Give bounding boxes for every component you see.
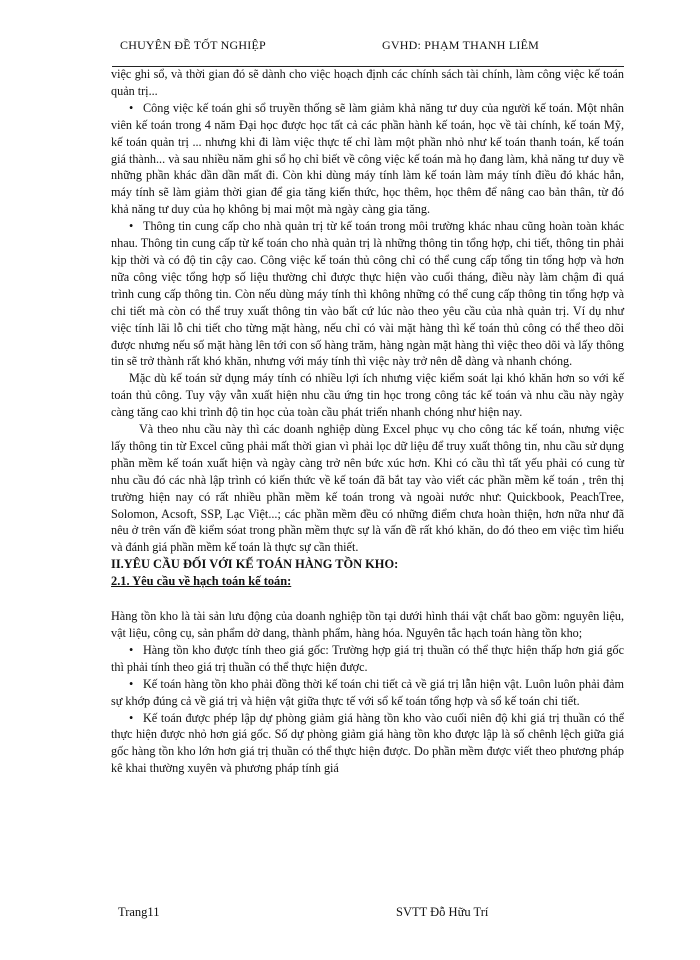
document-body bbox=[111, 66, 624, 777]
bullet-icon: • bbox=[129, 676, 134, 691]
page-header bbox=[120, 38, 610, 58]
paragraph: việc ghi sổ, và thời gian đó sẽ dành cho việc hoạch định các chính sách tài chính, làm công việc kế toán quản trị... bbox=[111, 67, 624, 98]
bullet-icon: • bbox=[129, 219, 134, 234]
bullet-item bbox=[111, 642, 624, 676]
bullet-icon: • bbox=[129, 710, 134, 725]
bullet-icon: • bbox=[129, 642, 134, 657]
paragraph: Và theo nhu cầu này thì các doanh nghiệp dùng Excel phục vụ cho công tác kế toán, nhưng việc lấy thông tin từ Excel cũng phải mất thời gian vì phải lọc dữ liệu để truy xuất thông tin, nhu cầu sử dụng phần mềm kế toán xuất hiện và ngày càng trở nên bức xúc hơn. Khi có cầu thì tất yếu phải có cung từ nhu cầu đó các nhà lập trình có kiến thức về kế toán đã bắt tay vào viết các phần mềm kế toán , trên thị trường hiện nay có rất nhiều phần mềm kế toán trong và ngoài nước như: Quickbook, PeachTree, Solomon, Acsoft, SSP, Lạc Việt...; các phần mềm đều có những điểm chưa hoàn thiện, hơn nữa như đã nêu ở trên vấn đề kiểm sóat trong phần mềm thực sự là vấn đề rất khó khăn, do đó theo em việc tìm hiểu và đánh giá phần mềm kế toán là thực sự cần thiết. bbox=[111, 422, 624, 555]
bullet-icon: • bbox=[129, 100, 134, 115]
bullet-text: Công việc kế toán ghi sổ truyền thống sẽ làm giảm khả năng tư duy của người kế toán. Một nhân viên kế toán trong 4 năm Đại học được học tất cả các phần hành kế toán, học về tài chính, kế toán Mỹ, kế toán quản trị ... nhưng khi đi làm việc thực tế chỉ làm một phần nhỏ như kế toán thanh toán, kế toán giá thành... và sau nhiều năm ghi sổ họ chỉ biết về công việc kế toán mà họ đang làm, khả năng tư duy về những phần khác dần dần mất đi. Còn khi dùng máy tính làm kế toán làm máy tính điều đó khác hẳn, máy tính sẽ làm giảm thời gian để gia tăng kiến thức, học thêm, học thêm để nâng cao bản thân, từ đó khả năng tư duy của họ không bị mai một mà ngày càng gia tăng. bbox=[111, 100, 624, 217]
bullet-text: Kế toán hàng tồn kho phải đồng thời kế toán chi tiết cả về giá trị lẫn hiện vật. Luôn luôn phải đảm sự khớp đúng cả về giá trị và hiện vật giữa thực tế với sổ kế toán tổng hợp và sổ kế toán chi tiết. bbox=[111, 676, 624, 708]
bullet-text: Hàng tồn kho được tính theo giá gốc: Trường hợp giá trị thuần có thể thực hiện thấp hơn giá gốc thì phải tính theo giá trị thuần có thể thực hiện được. bbox=[111, 642, 624, 674]
paragraph: Hàng tồn kho là tài sản lưu động của doanh nghiệp tồn tại dưới hình thái vật chất bao gồm: nguyên liệu, vật liệu, công cụ, sản phẩm dở dang, thành phẩm, hàng hóa. Nguyên tắc hạch toán hàng tồn kho; bbox=[111, 609, 624, 640]
page-number: Trang11 bbox=[118, 905, 160, 919]
spacer bbox=[111, 590, 624, 608]
bullet-item bbox=[111, 676, 624, 710]
header-title: CHUYÊN ĐỀ TỐT NGHIỆP bbox=[120, 38, 266, 52]
bullet-item bbox=[111, 710, 624, 778]
bullet-text: Thông tin cung cấp cho nhà quản trị từ kế toán trong môi trường khác nhau cũng hoàn toàn khác nhau. Thông tin cung cấp từ kế toán cho nhà quản trị là những thông tin tổng hợp, chi tiết, thông tin phải kịp thời và có độ tin cậy cao. Công việc kế toán thủ công chỉ có thể cung cấp tổng tin tổng hợp và hơn nữa công việc tổng hợp số liệu thường chỉ được thực hiện vào cuối tháng, điều này làm chậm đi quá trình cung cấp thông tin. Còn nếu dùng máy tính thì không những có thể cung cấp thông tin tổng hợp và chi tiết mà còn có thể truy xuất thông tin vào bất cứ lúc nào theo yêu cầu của nhà quản trị. Ví dụ như việc tính lãi lỗ chi tiết cho từng mặt hàng, nếu chỉ có vài mặt hàng thì kế toán thủ công có thể theo dõi được nhưng nếu số mặt hàng lên tới con số hàng trăm, hàng ngàn mặt hàng thì việc theo dõi và lấy thông tin sẽ trở thành rất khó khăn, nhưng với máy tính thì việc này trở nên dễ dàng và nhanh chóng. bbox=[111, 219, 624, 369]
section-heading: II.YÊU CẦU ĐỐI VỚI KẾ TOÁN HÀNG TỒN KHO: bbox=[111, 557, 399, 572]
bullet-item bbox=[111, 218, 624, 370]
paragraph: Mặc dù kế toán sử dụng máy tính có nhiều lợi ích nhưng việc kiểm soát lại khó khăn hơn so với kế toán thủ công. Tuy vậy vẫn xuất hiện nhu cầu ứng tin học trong công tác kế toán và nhu cầu này ngày càng tăng cao khi trình độ tin học của toàn cầu phát triển nhanh chóng như hiện nay. bbox=[111, 371, 624, 420]
header-advisor: GVHD: PHẠM THANH LIÊM bbox=[382, 38, 539, 52]
bullet-item bbox=[111, 100, 624, 218]
student-name: SVTT Đỗ Hữu Trí bbox=[396, 905, 489, 919]
subsection-heading: 2.1. Yêu cầu về hạch toán kế toán: bbox=[111, 574, 292, 589]
bullet-text: Kế toán được phép lập dự phòng giảm giá hàng tồn kho vào cuối niên độ khi giá trị thuần có thể thực hiện được nhỏ hơn giá gốc. Số dự phòng giảm giá hàng tồn kho được lập là số chênh lệch giữa giá gốc hàng tồn kho lớn hơn giá trị thuần có thể thực hiện được. Do phần mềm được viết theo phương pháp kê khai thường xuyên và phương pháp tính giá bbox=[111, 710, 624, 776]
